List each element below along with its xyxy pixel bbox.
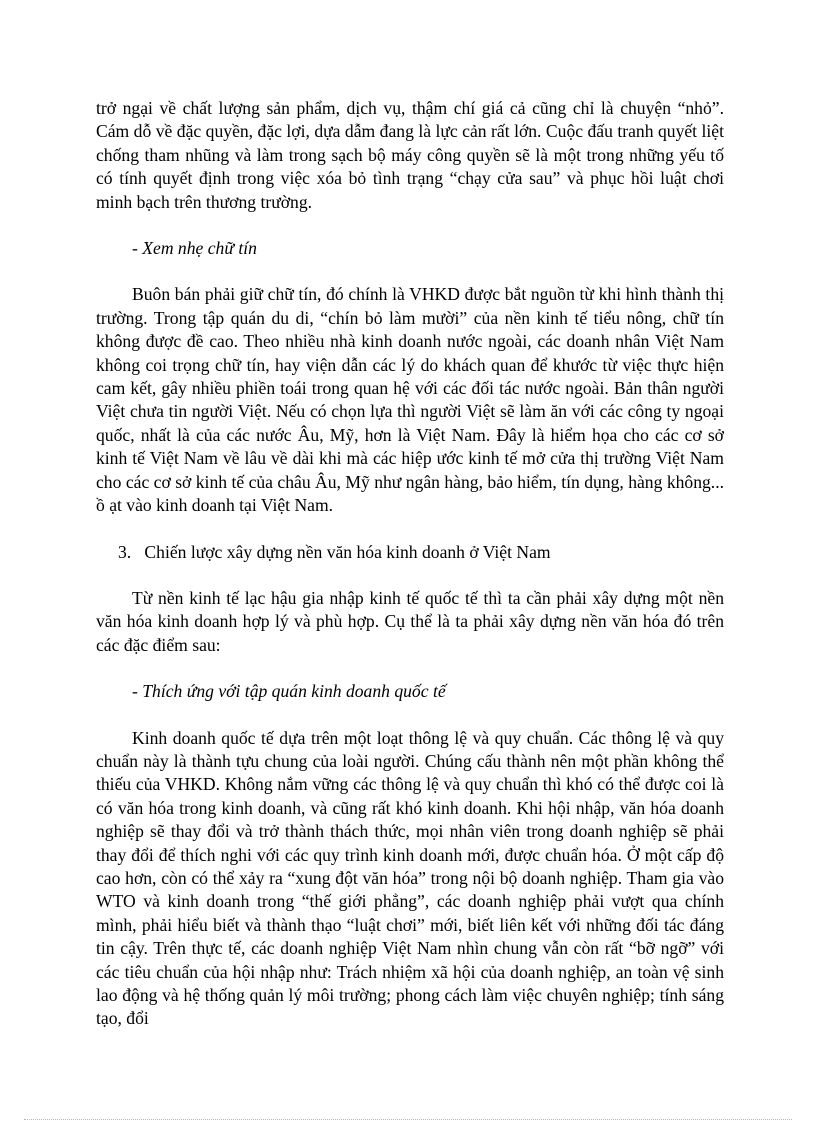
body-paragraph: Buôn bán phải giữ chữ tín, đó chính là VHKD được bắt nguồn từ khi hình thành thị trường. Trong tập quán du di, “chín bỏ làm mười” của nền kinh tế tiểu nông, chữ tín không được đề cao. Theo nhiều nhà kinh doanh nước ngoài, các doanh nhân Việt Nam không coi trọng chữ tín, hay viện dẫn các lý do khách quan để khước từ việc thực hiện cam kết, gây nhiều phiền toái trong quan hệ với các đối tác nước ngoài. Bản thân người Việt chưa tin người Việt. Nếu có chọn lựa thì người Việt sẽ làm ăn với các công ty ngoại quốc, nhất là của các nước Âu, Mỹ, hơn là Việt Nam. Đây là hiểm họa cho các cơ sở kinh tế Việt Nam về lâu về dài khi mà các hiệp ước kinh tế mở cửa thị trường Việt Nam cho các cơ sở kinh tế của châu Âu, Mỹ như ngân hàng, bảo hiểm, tín dụng, hàng không... ồ ạt vào kinh doanh tại Việt Nam. (96, 284, 724, 516)
body-paragraph: Kinh doanh quốc tế dựa trên một loạt thông lệ và quy chuẩn. Các thông lệ và quy chuẩn này là thành tựu chung của loài người. Chúng cấu thành nên một phần không thể thiếu của VHKD. Không nắm vững các thông lệ và quy chuẩn thì khó có thể được coi là có văn hóa trong kinh doanh, và cũng rất khó kinh doanh. Khi hội nhập, văn hóa doanh nghiệp sẽ thay đổi và trở thành thách thức, mọi nhân viên trong doanh nghiệp sẽ phải thay đổi để thích nghi với các quy trình kinh doanh mới, được chuẩn hóa. Ở một cấp độ cao hơn, còn có thể xảy ra “xung đột văn hóa” trong nội bộ doanh nghiệp. Tham gia vào WTO và kinh doanh trong “thế giới phẳng”, các doanh nghiệp phải vượt qua chính mình, phải hiểu biết và thành thạo “luật chơi” mới, biết liên kết với những đối tác đáng tin cậy. Trên thực tế, các doanh nghiệp Việt Nam nhìn chung vẫn còn rất “bỡ ngỡ” với các tiêu chuẩn của hội nhập như: Trách nhiệm xã hội của doanh nghiệp, an toàn vệ sinh lao động và hệ thống quản lý môi trường; phong cách làm việc chuyên nghiệp; tính sáng tạo, đổi (96, 727, 724, 1029)
page-bottom-rule (24, 1119, 792, 1120)
page-content (96, 97, 724, 1054)
subheading-thich-ung: - Thích ứng với tập quán kinh doanh quốc tế (132, 681, 446, 702)
subheading-xem-nhe-chu-tin: - Xem nhẹ chữ tín (132, 238, 257, 259)
section-number: 3. (118, 541, 132, 562)
body-paragraph: Từ nền kinh tế lạc hậu gia nhập kinh tế quốc tế thì ta cần phải xây dựng một nền văn hóa kinh doanh hợp lý và phù hợp. Cụ thể là ta phải xây dựng nền văn hóa đó trên các đặc điểm sau: (96, 587, 724, 655)
body-paragraph: trở ngại về chất lượng sản phẩm, dịch vụ, thậm chí giá cả cũng chỉ là chuyện “nhỏ”. Cám dỗ về đặc quyền, đặc lợi, dựa dẫm đang là lực cản rất lớn. Cuộc đấu tranh quyết liệt chống tham nhũng và làm trong sạch bộ máy công quyền sẽ là một trong những yếu tố có tính quyết định trong việc xóa bỏ tình trạng “chạy cửa sau” và phục hồi luật chơi minh bạch trên thương trường. (96, 98, 724, 212)
section-title: Chiến lược xây dựng nền văn hóa kinh doanh ở Việt Nam (144, 541, 551, 562)
section-heading (96, 541, 724, 564)
